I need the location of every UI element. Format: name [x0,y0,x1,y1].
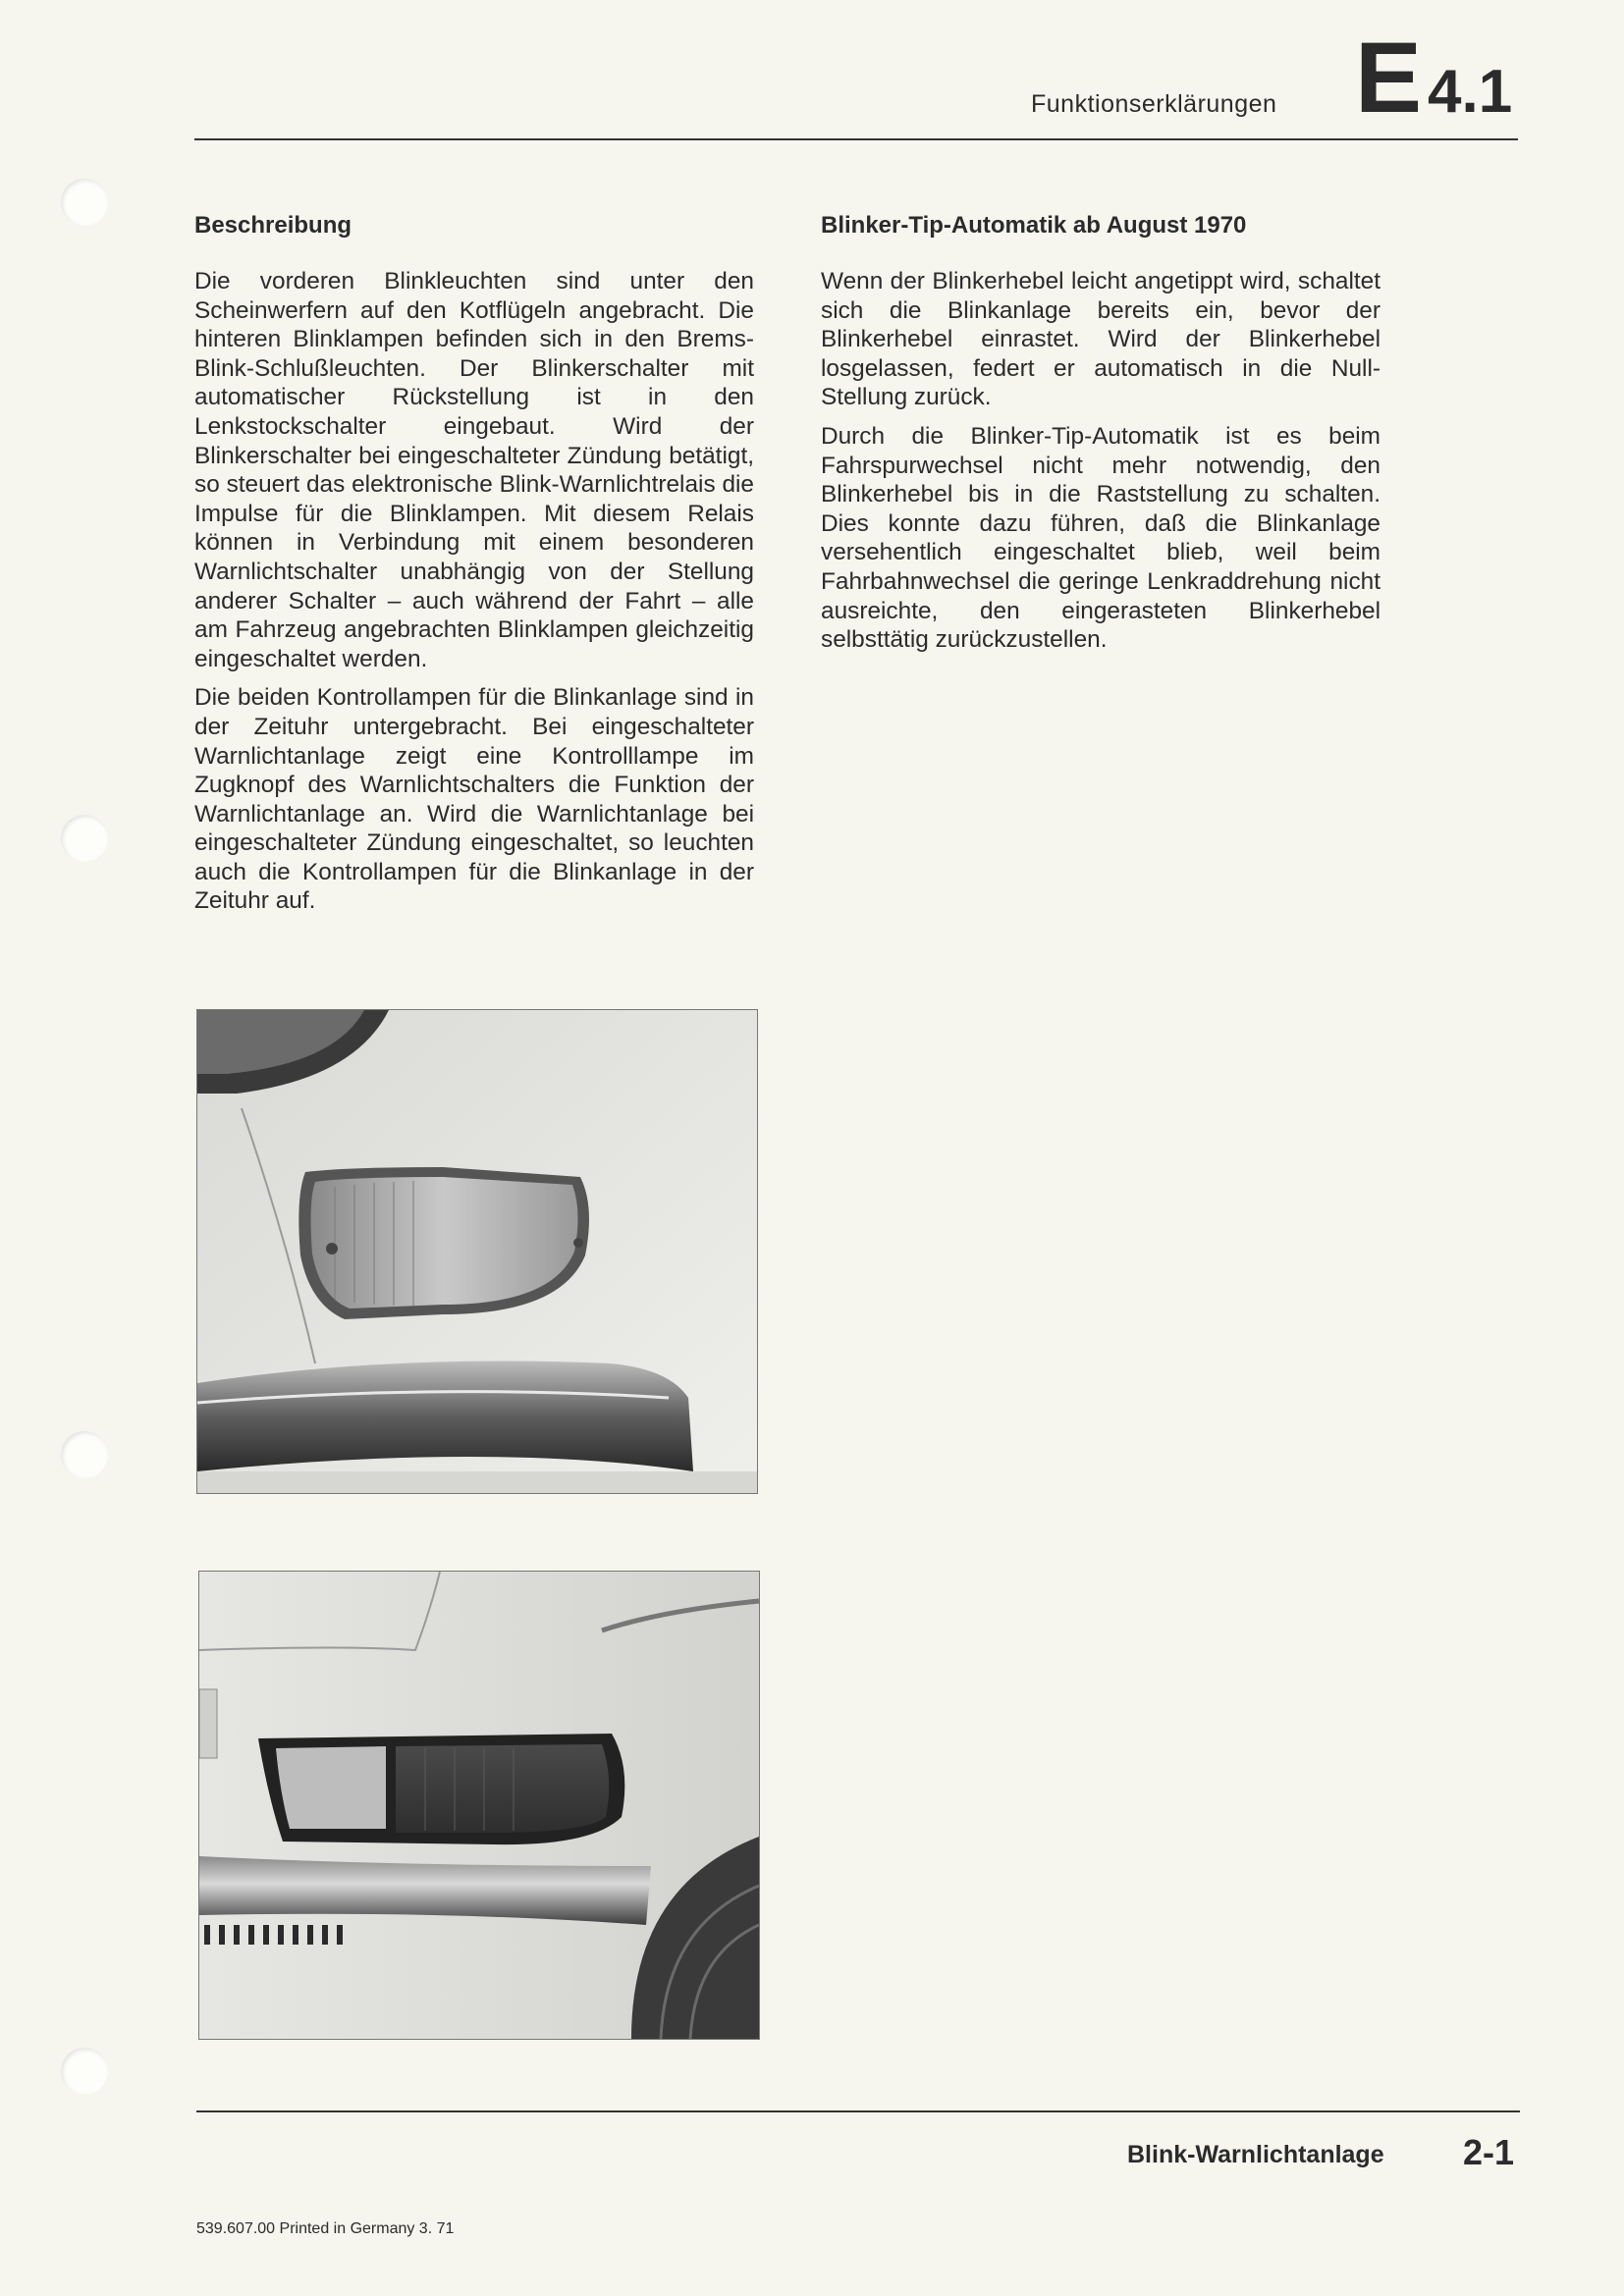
imprint: 539.607.00 Printed in Germany 3. 71 [196,2220,455,2237]
page-number: 2-1 [1463,2132,1515,2172]
rear-light-illustration [199,1572,759,2039]
punch-hole-2 [61,815,108,862]
section-code [1355,22,1513,133]
punch-hole-3 [61,1431,108,1478]
left-heading: Beschreibung [194,212,352,239]
right-body [821,267,1380,665]
right-heading: Blinker-Tip-Automatik ab August 1970 [821,212,1247,239]
section-letter: E [1355,22,1423,133]
header-title: Funktionserklärungen [1031,90,1277,118]
left-body [194,267,754,926]
rear-light-photo [198,1571,760,2040]
front-indicator-illustration [197,1010,757,1493]
header-rule [194,138,1518,140]
left-paragraph-2: Die beiden Kontrollampen für die Blinkanlage sind in der Zeituhr untergebracht. Bei eingeschalteter Warnlichtanlage zeigt eine Kontrolllampe im Zugknopf des Warnlichtschalters die Funktion der Warnlichtanlage an. Wird die Warnlichtanlage bei eingeschalteter Zündung eingeschaltet, so leuchten auch die Kontrollampen für die Blinkanlage in der Zeituhr auf. [194,684,754,915]
footer-title: Blink-Warnlichtanlage [1127,2141,1384,2168]
left-paragraph-1: Die vorderen Blinkleuchten sind unter den Scheinwerfern auf den Kotflügeln angebracht. Die hinteren Blinklampen befinden sich in den Brems-Blink-Schlußleuchten. Der Blinkerschalter mit automatischer Rückstellung ist in den Lenkstockschalter eingebaut. Wird der Blinkerschalter bei eingeschalteter Zündung betätigt, so steuert das elektronische Blink-Warnlichtrelais die Impulse für die Blinklampen. Mit diesem Relais können in Verbindung mit einem besonderen Warnlichtschalter unabhängig von der Stellung anderer Schalter – auch während der Fahrt – alle am Fahrzeug angebrachten Blinklampen gleichzeitig eingeschaltet werden. [194,268,754,672]
punch-hole-4 [61,2048,108,2095]
section-number: 4.1 [1428,58,1513,126]
right-paragraph-1: Wenn der Blinkerhebel leicht angetippt wird, schaltet sich die Blinkanlage bereits ein, bevor der Blinkerhebel einrastet. Wird der Blinkerhebel losgelassen, federt er automatisch in die Null-Stellung zurück. [821,268,1380,411]
front-indicator-photo [196,1009,758,1494]
footer-rule [196,2110,1520,2112]
punch-hole-1 [61,179,108,226]
right-paragraph-2: Durch die Blinker-Tip-Automatik ist es beim Fahrspurwechsel nicht mehr notwendig, den Blinkerhebel bis in die Raststellung zu schalten. Dies konnte dazu führen, daß die Blinkanlage versehentlich eingeschaltet blieb, weil beim Fahrbahnwechsel die geringe Lenkraddrehung nicht ausreichte, den eingerasteten Blinkerhebel selbsttätig zurückzustellen. [821,422,1380,654]
